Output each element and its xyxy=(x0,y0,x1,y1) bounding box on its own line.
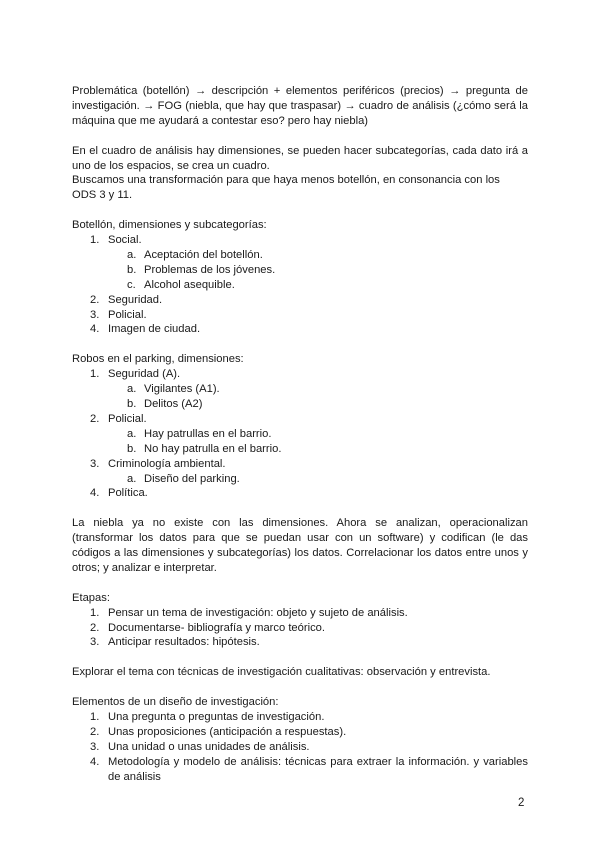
list-item: 3. Policial. xyxy=(90,308,147,321)
list-item: 3. Anticipar resultados: hipótesis. xyxy=(90,636,260,649)
page-number: 2 xyxy=(518,797,525,809)
list-etapas xyxy=(72,606,528,651)
list-item: 2. Unas proposiciones (anticipación a respuestas). xyxy=(90,725,347,738)
list-item: 1. Seguridad (A). a. Vigilantes (A1). b. Delitos (A2) xyxy=(72,367,528,412)
list-robos xyxy=(72,367,528,501)
list-item: b. No hay patrulla en el barrio. xyxy=(127,442,282,455)
list-elementos xyxy=(72,710,528,785)
list-item: 2. Documentarse- bibliografía y marco teórico. xyxy=(90,621,326,634)
list-item: a. Aceptación del botellón. xyxy=(127,248,263,261)
list-item: a. Diseño del parking. xyxy=(127,472,240,485)
page-body xyxy=(72,84,528,784)
list-item: a. Hay patrullas en el barrio. xyxy=(127,427,272,440)
heading-botellon: Botellón, dimensiones y subcategorías: xyxy=(72,219,267,232)
list-item: 1. Pensar un tema de investigación: objeto y sujeto de análisis. xyxy=(90,606,408,619)
list-item: 4. Metodología y modelo de análisis: técnicas para extraer la información. y variables de análisis xyxy=(90,755,528,783)
list-item: b. Problemas de los jóvenes. xyxy=(127,263,276,276)
list-item: 4. Política. xyxy=(90,487,148,500)
list-item: c. Alcohol asequible. xyxy=(127,278,235,291)
list-item: a. Vigilantes (A1). xyxy=(127,383,220,396)
heading-elementos: Elementos de un diseño de investigación: xyxy=(72,696,279,709)
list-botellon xyxy=(72,233,528,337)
heading-etapas: Etapas: xyxy=(72,591,110,604)
list-item: 2. Seguridad. xyxy=(90,293,163,306)
paragraph-transformacion: Buscamos una transformación para que haya menos botellón, en consonancia con los ODS 3 y 11. xyxy=(72,174,500,202)
list-item: 1. Una pregunta o preguntas de investigación. xyxy=(90,710,325,723)
paragraph-explorar: Explorar el tema con técnicas de investigación cualitativas: observación y entrevista. xyxy=(72,666,491,679)
heading-robos: Robos en el parking, dimensiones: xyxy=(72,353,244,366)
list-item: 3. Una unidad o unas unidades de análisis. xyxy=(90,740,310,753)
list-item: b. Delitos (A2) xyxy=(127,397,203,410)
list-item: 2. Policial. a. Hay patrullas en el barrio. b. No hay patrulla en el barrio. xyxy=(72,412,528,457)
paragraph-problematica: Problemática (botellón) → descripción + elementos periféricos (precios) → pregunta de investigación. → FOG (niebla, que hay que traspasar) → cuadro de análisis (¿cómo será la máquina que me ayudará a contestar eso? pero hay niebla) xyxy=(72,85,528,127)
list-item: 1. Social. a. Aceptación del botellón. b. Problemas de los jóvenes. c. Alcohol asequible. xyxy=(72,233,528,293)
paragraph-niebla: La niebla ya no existe con las dimensiones. Ahora se analizan, operacionalizan (transformar los datos para que se puedan usar con un software) y codifican (le das códigos a las dimensiones y subcategorías) los datos. Correlacionar los datos entre unos y otros; y analizar e interpretar. xyxy=(72,517,528,574)
list-item: 4. Imagen de ciudad. xyxy=(90,323,201,336)
paragraph-cuadro-analisis: En el cuadro de análisis hay dimensiones, se pueden hacer subcategorías, cada dato irá a uno de los espacios, se crea un cuadro. xyxy=(72,144,528,172)
list-item: 3. Criminología ambiental. a. Diseño del parking. xyxy=(72,457,528,487)
